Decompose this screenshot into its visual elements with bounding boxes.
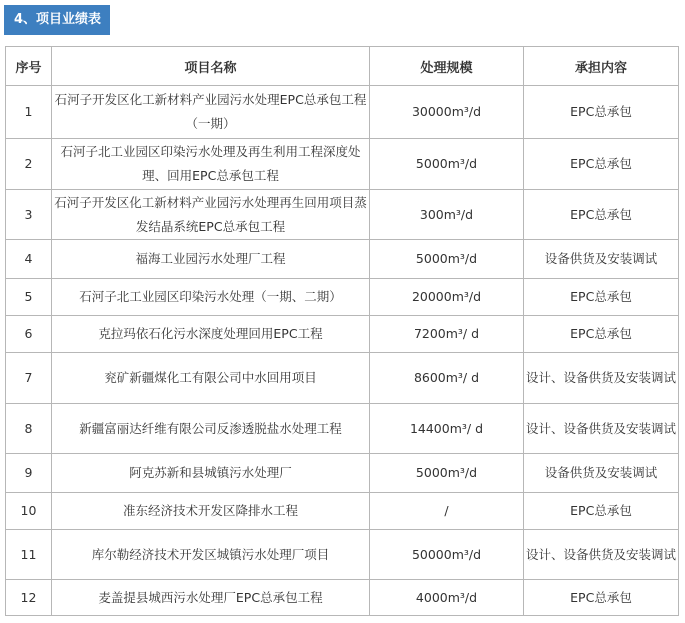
cell-no: 7	[6, 353, 52, 404]
cell-scope: EPC总承包	[524, 86, 679, 139]
cell-scope: EPC总承包	[524, 190, 679, 240]
header-scale: 处理规模	[370, 47, 524, 86]
cell-scope: 设备供货及安装调试	[524, 240, 679, 279]
header-scope: 承担内容	[524, 47, 679, 86]
table-row	[6, 190, 679, 240]
cell-scale: 8600m³/ d	[370, 353, 524, 404]
cell-scale: 50000m³/d	[370, 530, 524, 580]
cell-name: 库尔勒经济技术开发区城镇污水处理厂项目	[52, 530, 370, 580]
cell-scale: /	[370, 493, 524, 530]
table-row	[6, 316, 679, 353]
table-row	[6, 279, 679, 316]
table-row	[6, 139, 679, 190]
table-row	[6, 454, 679, 493]
table-row	[6, 240, 679, 279]
table-row	[6, 493, 679, 530]
cell-no: 12	[6, 580, 52, 616]
table-row	[6, 86, 679, 139]
header-name: 项目名称	[52, 47, 370, 86]
cell-scale: 5000m³/d	[370, 240, 524, 279]
cell-name: 准东经济技术开发区降排水工程	[52, 493, 370, 530]
cell-scope: 设计、设备供货及安装调试	[524, 530, 679, 580]
cell-scale: 300m³/d	[370, 190, 524, 240]
cell-name: 石河子北工业园区印染污水处理（一期、二期）	[52, 279, 370, 316]
cell-no: 6	[6, 316, 52, 353]
cell-scope: EPC总承包	[524, 493, 679, 530]
cell-no: 11	[6, 530, 52, 580]
cell-no: 9	[6, 454, 52, 493]
cell-scale: 7200m³/ d	[370, 316, 524, 353]
table-row	[6, 404, 679, 454]
cell-scope: EPC总承包	[524, 316, 679, 353]
table-header-row	[6, 47, 679, 86]
cell-scale: 30000m³/d	[370, 86, 524, 139]
cell-no: 8	[6, 404, 52, 454]
project-performance-table	[5, 46, 679, 616]
table-row	[6, 580, 679, 616]
cell-no: 3	[6, 190, 52, 240]
cell-name: 福海工业园污水处理厂工程	[52, 240, 370, 279]
cell-scope: 设备供货及安装调试	[524, 454, 679, 493]
header-no: 序号	[6, 47, 52, 86]
cell-scope: EPC总承包	[524, 279, 679, 316]
cell-name: 石河子开发区化工新材料产业园污水处理再生回用项目蒸发结晶系统EPC总承包工程	[52, 190, 370, 240]
cell-name: 克拉玛依石化污水深度处理回用EPC工程	[52, 316, 370, 353]
cell-name: 石河子北工业园区印染污水处理及再生利用工程深度处理、回用EPC总承包工程	[52, 139, 370, 190]
cell-no: 1	[6, 86, 52, 139]
cell-scale: 20000m³/d	[370, 279, 524, 316]
cell-scale: 14400m³/ d	[370, 404, 524, 454]
cell-name: 石河子开发区化工新材料产业园污水处理EPC总承包工程（一期）	[52, 86, 370, 139]
cell-name: 阿克苏新和县城镇污水处理厂	[52, 454, 370, 493]
table-row	[6, 530, 679, 580]
section-title: 4、项目业绩表	[4, 5, 110, 35]
cell-no: 4	[6, 240, 52, 279]
cell-scope: 设计、设备供货及安装调试	[524, 353, 679, 404]
cell-name: 麦盖提县城西污水处理厂EPC总承包工程	[52, 580, 370, 616]
cell-scope: EPC总承包	[524, 580, 679, 616]
cell-no: 5	[6, 279, 52, 316]
cell-no: 2	[6, 139, 52, 190]
cell-no: 10	[6, 493, 52, 530]
cell-scope: 设计、设备供货及安装调试	[524, 404, 679, 454]
cell-scope: EPC总承包	[524, 139, 679, 190]
cell-scale: 5000m³/d	[370, 454, 524, 493]
table-row	[6, 353, 679, 404]
cell-scale: 5000m³/d	[370, 139, 524, 190]
cell-name: 新疆富丽达纤维有限公司反渗透脱盐水处理工程	[52, 404, 370, 454]
cell-scale: 4000m³/d	[370, 580, 524, 616]
cell-name: 兖矿新疆煤化工有限公司中水回用项目	[52, 353, 370, 404]
